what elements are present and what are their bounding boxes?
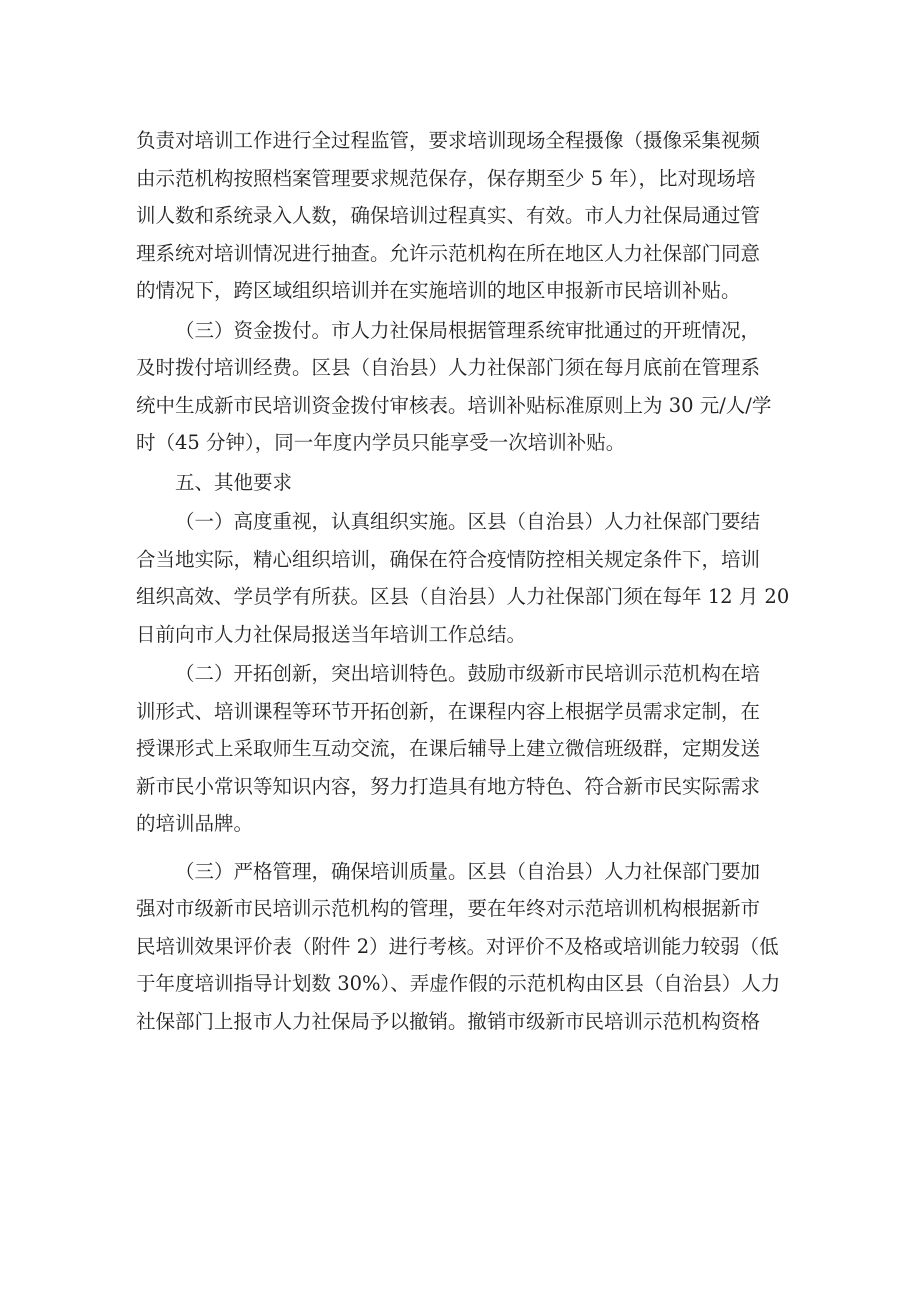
paragraph-strict-management xyxy=(136,853,788,1041)
text-line: 日前向市人力社保局报送当年培训工作总结。 xyxy=(136,622,527,646)
paragraph-supervision xyxy=(136,122,788,310)
text-line: 负责对培训工作进行全过程监管，要求培训现场全程摄像（摄像采集视频 xyxy=(136,129,761,152)
text-line: 合当地实际，精心组织培训，确保在符合疫情防控相关规定条件下，培训 xyxy=(136,547,761,571)
text-line: 的情况下，跨区域组织培训并在实施培训的地区申报新市民培训补贴。 xyxy=(136,279,741,302)
text-line: 五、其他要求 xyxy=(175,470,293,494)
text-line: 社保部门上报市人力社保局予以撤销。撤销市级新市民培训示范机构资格 xyxy=(136,1009,761,1033)
text-line: （一）高度重视，认真组织实施。区县（自治县）人力社保部门要结 xyxy=(175,510,761,533)
text-line: 训人数和系统录入人数，确保培训过程真实、有效。市人力社保局通过管 xyxy=(136,204,761,227)
paragraph-attach-importance xyxy=(136,503,788,653)
section-heading-other-requirements xyxy=(136,464,788,502)
text-line: 时（45 分钟），同一年度内学员只能享受一次培训补贴。 xyxy=(136,431,626,454)
text-line: 由示范机构按照档案管理要求规范保存，保存期至少 5 年），比对现场培 xyxy=(136,166,756,190)
text-line: 的培训品牌。 xyxy=(136,812,254,835)
document-body xyxy=(136,122,788,1040)
text-line: （三）严格管理，确保培训质量。区县（自治县）人力社保部门要加 xyxy=(175,859,761,883)
text-line: 理系统对培训情况进行抽查。允许示范机构在所在地区人力社保部门同意 xyxy=(136,241,761,265)
text-line: （三）资金拨付。市人力社保局根据管理系统审批通过的开班情况， xyxy=(175,318,761,342)
paragraph-innovation xyxy=(136,655,788,843)
text-line: 民培训效果评价表（附件 2）进行考核。对评价不及格或培训能力较弱（低 xyxy=(136,934,779,958)
text-line: 训形式、培训课程等环节开拓创新，在课程内容上根据学员需求定制，在 xyxy=(136,699,761,723)
text-line: （二）开拓创新，突出培训特色。鼓励市级新市民培训示范机构在培 xyxy=(175,662,761,685)
text-line: 于年度培训指导计划数 30%）、弄虚作假的示范机构由区县（自治县）人力 xyxy=(136,972,781,995)
text-line: 授课形式上采取师生互动交流，在课后辅导上建立微信班级群，定期发送 xyxy=(136,737,761,760)
text-line: 强对市级新市民培训示范机构的管理，要在年终对示范培训机构根据新市 xyxy=(136,897,761,920)
paragraph-fund-allocation xyxy=(136,312,788,462)
text-line: 及时拨付培训经费。区县（自治县）人力社保部门须在每月底前在管理系 xyxy=(136,356,761,379)
text-line: 统中生成新市民培训资金拨付审核表。培训补贴标准原则上为 30 元/人/学 xyxy=(136,393,772,417)
text-line: 新市民小常识等知识内容，努力打造具有地方特色、符合新市民实际需求 xyxy=(136,774,761,798)
text-line: 组织高效、学员学有所获。区县（自治县）人力社保部门须在每年 12 月 20 xyxy=(136,585,790,608)
